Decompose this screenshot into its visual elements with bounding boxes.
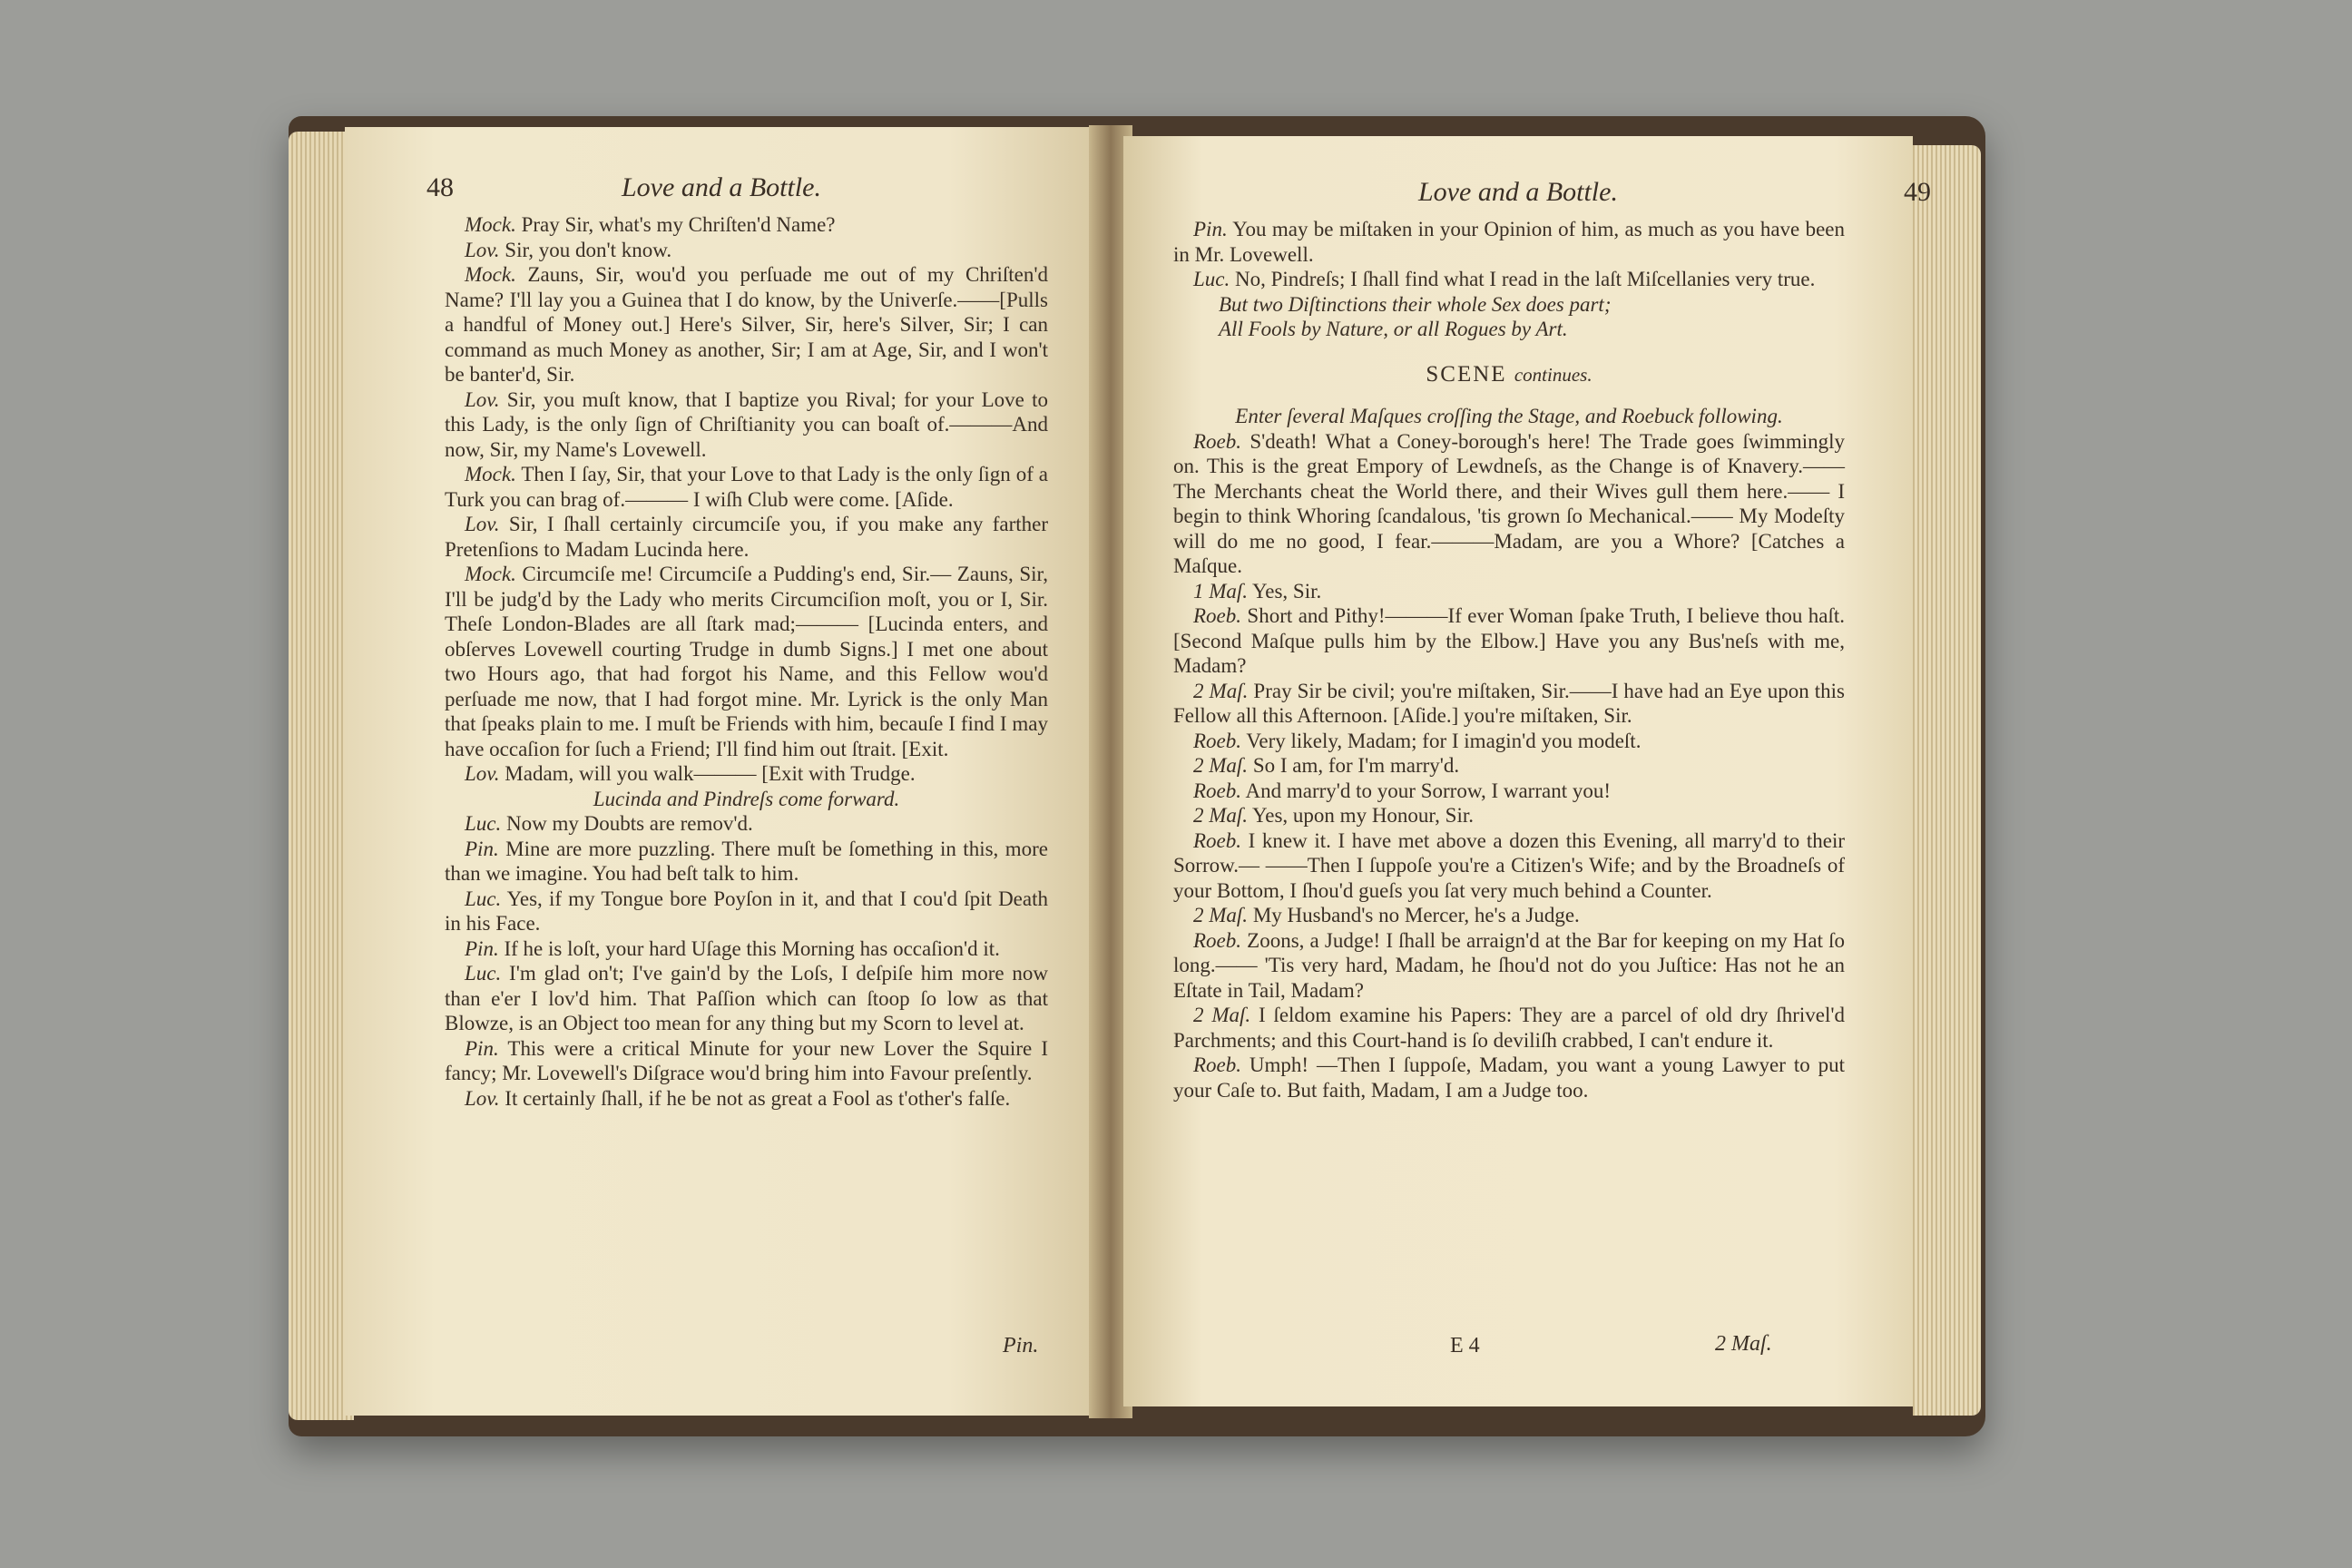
left-catchword: Pin.: [1003, 1334, 1039, 1357]
speaker-name: 2 Maſ.: [1193, 804, 1249, 827]
right-catchword: 2 Maſ.: [1715, 1332, 1772, 1356]
speech-text: It certainly ſhall, if he be not as great a Fool as t'other's falſe.: [499, 1086, 1011, 1110]
speech-text: My Husband's no Mercer, he's a Judge.: [1248, 904, 1580, 926]
speech-text: If he is loſt, your hard Uſage this Morning has occaſion'd it.: [498, 936, 1000, 960]
speech-text: Umph! —Then I ſuppoſe, Madam, you want a young Lawyer to put your Caſe to. But faith, Madam, I am a Judge too.: [1173, 1054, 1845, 1102]
speech-text: Short and Pithy!———If ever Woman ſpake Truth, I believe thou haſt. [Second Maſque pulls him by the Elbow.] Have you any Bus'neſs with me, Madam?: [1173, 604, 1845, 677]
speaker-name: Luc.: [465, 962, 502, 985]
right-page-number: 49: [1904, 177, 1931, 207]
speaker-name: Mock.: [465, 463, 516, 485]
speaker-name: Luc.: [1193, 268, 1230, 290]
speech-line: [1173, 603, 1845, 679]
speech-line: [445, 837, 1048, 887]
verse-line-2: All Fools by Nature, or all Rogues by Art.: [1219, 318, 1568, 340]
speech-text: Very likely, Madam; for I imagin'd you modeſt.: [1241, 729, 1642, 752]
speech-line: [1173, 1003, 1845, 1053]
right-page-text: [1173, 217, 1845, 1102]
speech-line: [445, 238, 1048, 263]
speech-text: Now my Doubts are remov'd.: [501, 812, 753, 835]
speech-line: [1173, 903, 1845, 928]
speaker-name: Pin.: [465, 936, 499, 960]
scene-heading: [1173, 362, 1845, 388]
speech-text: Zauns, Sir, wou'd you perſuade me out of my Chriſten'd Name? I'll lay you a Guinea that I do know, by the Univerſe.——[Pulls a handful of Money out.] Here's Silver, Sir, here's Silver, Sir; I can command as much Money as another, Sir; I am at Age, Sir, and I won't be banter'd, Sir.: [445, 263, 1048, 386]
dialogue-before-scene: [1173, 217, 1845, 292]
speaker-name: Lov.: [465, 513, 500, 535]
speaker-name: Roeb.: [1193, 779, 1242, 802]
speech-line: [445, 262, 1048, 387]
speaker-name: 2 Maſ.: [1193, 679, 1249, 702]
speaker-name: Lov.: [465, 387, 500, 411]
speech-text: So I am, for I'm marry'd.: [1248, 754, 1460, 777]
speaker-name: Pin.: [465, 837, 499, 860]
speech-line: [1173, 753, 1845, 779]
speech-line: [445, 811, 1048, 837]
speaker-name: Luc.: [465, 812, 502, 835]
signature-mark: E 4: [1450, 1334, 1480, 1357]
left-page-text: [445, 212, 1048, 1111]
speech-line: [1173, 828, 1845, 904]
speech-line: [1173, 679, 1845, 729]
stage-direction: Enter ſeveral Maſques croſſing the Stage, and Roebuck following.: [1235, 405, 1783, 427]
dialogue-after-scene: [1173, 429, 1845, 1103]
speech-line: [1173, 579, 1845, 604]
scene-label: SCENE: [1426, 361, 1507, 387]
speech-text: Then I ſay, Sir, that your Love to that Lady is the only ſign of a Turk you can brag of.——— I wiſh Club were come. [Aſide.: [445, 463, 1048, 511]
speech-line: [1173, 429, 1845, 579]
speech-text: I ſeldom examine his Papers: They are a parcel of old dry ſhrivel'd Parchments; and this Court-hand is ſo deviliſh crabbed, I can't endure it.: [1173, 1004, 1845, 1052]
speaker-name: Pin.: [1193, 218, 1228, 240]
speaker-name: Mock.: [465, 563, 516, 585]
speech-text: Sir, I ſhall certainly circumciſe you, if you make any farther Pretenſions to Madam Lucinda here.: [445, 513, 1048, 561]
speaker-name: Mock.: [465, 263, 516, 286]
speaker-name: Luc.: [465, 887, 502, 910]
speech-text: Sir, you don't know.: [499, 238, 672, 261]
speech-text: Circumciſe me! Circumciſe a Pudding's end, Sir.— Zauns, Sir, I'll be judg'd by the Lady who merits Circumciſion moſt, you or I, Sir. Theſe London-Blades are all ſtark mad;——— [Lucinda enters, and obſerves Lovewell courting Trudge in dumb Signs.] I met one about two Hours ago, that had forgot his Name, and this Fellow wou'd perſuade me now, that I had forgot mine. Mr. Lyrick is the only Man that ſpeaks plain to me. I muſt be Friends with him, becauſe I find I may have occaſion for ſuch a Friend; I'll find him out ſtrait. [Exit.: [445, 563, 1048, 760]
speech-text: I'm glad on't; I've gain'd by the Loſs, I deſpiſe him more now than e'er I lov'd him. That Paſſion which can ſtoop ſo low as that Blowze, is an Object too mean for any thing but my Scorn to level at.: [445, 962, 1048, 1034]
speech-text: I knew it. I have met above a dozen this Evening, all marry'd to their Sorrow.— ——Then I ſuppoſe you're a Citizen's Wife; and by the Broadneſs of your Bottom, I ſhou'd gueſs you ſat very much behind a Counter.: [1173, 828, 1845, 902]
speaker-name: Lov.: [465, 238, 500, 261]
speaker-name: Roeb.: [1193, 928, 1242, 952]
speech-text: Zoons, a Judge! I ſhall be arraign'd at the Bar for keeping on my Hat ſo long.—— 'Tis very hard, Madam, he ſhou'd not do you Juſtice: Has not he an Eſtate in Tail, Madam?: [1173, 928, 1845, 1002]
scene-subtitle: continues.: [1514, 363, 1592, 386]
speech-text: Mine are more puzzling. There muſt be ſomething in this, more than we imagine. You had beſt talk to him.: [445, 837, 1048, 885]
speech-line: [1173, 928, 1845, 1004]
speech-line: [1173, 267, 1845, 292]
stage-direction: Lucinda and Pindreſs come forward.: [593, 787, 900, 810]
speech-text: And marry'd to your Sorrow, I warrant you!: [1241, 779, 1611, 802]
speech-text: Sir, you muſt know, that I baptize you Rival; for your Love to this Lady, is the only ſign of Chriſtianity you can boaſt of.———And now, Sir, my Name's Lovewell.: [445, 387, 1048, 461]
speech-line: [445, 961, 1048, 1036]
speaker-name: Roeb.: [1193, 828, 1242, 852]
verse-line-1: But two Diſtinctions their whole Sex does part;: [1219, 292, 1612, 316]
speech-line: [445, 1086, 1048, 1112]
speech-text: S'death! What a Coney-borough's here! The Trade goes ſwimmingly on. This is the great Empory of Lewdneſs, as the Change is of Knavery.—— The Merchants cheat the World there, and their Wives gull them here.—— I begin to think Whoring ſcandalous, 'tis grown ſo Mechanical.—— My Modeſty will do me no good, I fear.———Madam, are you a Whore? [Catches a Maſque.: [1173, 429, 1845, 577]
right-running-title: Love and a Bottle.: [1418, 177, 1618, 207]
speech-text: Madam, will you walk——— [Exit with Trudge.: [499, 762, 916, 785]
left-page: [345, 127, 1098, 1416]
speech-line: [1173, 803, 1845, 828]
speech-line: [445, 761, 1048, 787]
speech-line: [445, 1036, 1048, 1086]
speaker-name: 2 Maſ.: [1193, 904, 1249, 926]
speaker-name: 2 Maſ.: [1193, 1004, 1251, 1026]
speaker-name: Lov.: [465, 762, 500, 785]
speaker-name: Roeb.: [1193, 604, 1242, 627]
speaker-name: 1 Maſ.: [1193, 579, 1249, 603]
speech-line: [445, 387, 1048, 463]
speaker-name: Roeb.: [1193, 729, 1242, 752]
speech-text: Pray Sir be civil; you're miſtaken, Sir.——I have had an Eye upon this Fellow all this Afternoon. [Aſide.] you're miſtaken, Sir.: [1173, 679, 1845, 727]
speaker-name: Pin.: [465, 1036, 499, 1060]
speech-line: [445, 887, 1048, 936]
speech-text: Yes, if my Tongue bore Poyſon in it, and that I cou'd ſpit Death in his Face.: [445, 887, 1048, 935]
right-page-edges: [1913, 145, 1981, 1416]
speaker-name: Lov.: [465, 1086, 500, 1110]
speech-text: You may be miſtaken in your Opinion of him, as much as you have been in Mr. Lovewell.: [1173, 218, 1845, 266]
speech-line: [445, 212, 1048, 238]
speech-line: [1173, 1053, 1845, 1102]
speaker-name: Roeb.: [1193, 429, 1242, 453]
right-page: [1123, 136, 1931, 1406]
speaker-name: Roeb.: [1193, 1054, 1242, 1076]
speech-text: Yes, upon my Honour, Sir.: [1248, 804, 1474, 827]
speaker-name: Mock.: [465, 213, 516, 236]
speech-line: [1173, 217, 1845, 267]
speech-line: [445, 462, 1048, 512]
speech-line: [445, 562, 1048, 761]
left-page-number: 48: [426, 172, 454, 202]
speech-line: [445, 936, 1048, 962]
speech-text: Yes, Sir.: [1248, 579, 1322, 603]
speech-text: This were a critical Minute for your new Lover the Squire I fancy; Mr. Lovewell's Diſgrace wou'd bring him into Favour preſently.: [445, 1036, 1048, 1084]
right-running-head: [1173, 177, 1931, 217]
speech-text: Pray Sir, what's my Chriſten'd Name?: [515, 213, 836, 236]
speech-text: No, Pindreſs; I ſhall find what I read in the laſt Miſcellanies very true.: [1230, 268, 1816, 290]
speech-line: [445, 512, 1048, 562]
left-running-title: Love and a Bottle.: [622, 172, 821, 202]
speech-line: [1173, 779, 1845, 804]
speaker-name: 2 Maſ.: [1193, 754, 1249, 777]
speech-line: [1173, 729, 1845, 754]
left-running-head: [426, 172, 1098, 212]
